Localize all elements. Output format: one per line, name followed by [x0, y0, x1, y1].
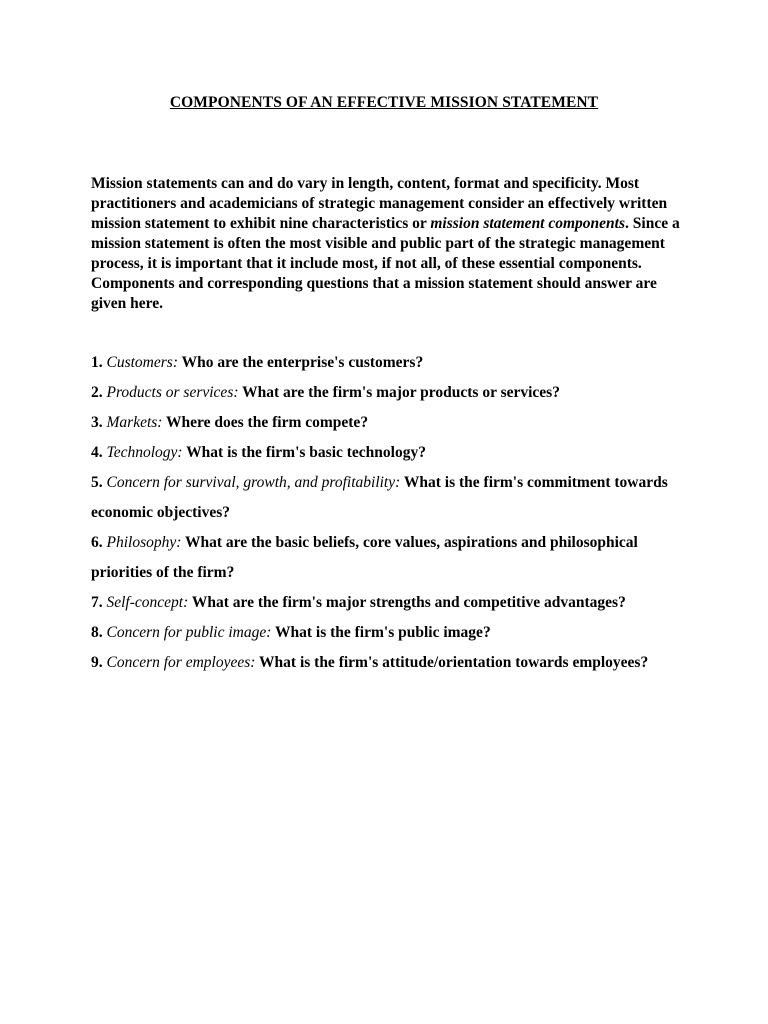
- component-item: [91, 618, 691, 648]
- component-item: [91, 468, 691, 528]
- component-question: What are the firm's major strengths and competitive advantages?: [188, 594, 626, 611]
- component-number: 3.: [91, 414, 107, 431]
- component-question: What are the basic beliefs, core values, aspirations and philosophical priorities of the firm?: [91, 534, 638, 581]
- component-number: 5.: [91, 474, 107, 491]
- component-term: Products or services:: [106, 384, 239, 401]
- intro-text-part1: Mission statements can and do vary in length, content, format and specificity. Most practitioners and academicians of strategic management consider an effectively written mission statement to exhibit nine characteristics or: [91, 175, 668, 232]
- component-term: Markets:: [106, 414, 163, 431]
- component-item: [91, 588, 691, 618]
- component-item: [91, 348, 691, 378]
- component-item: [91, 378, 691, 408]
- component-term: Concern for survival, growth, and profitability:: [106, 474, 401, 491]
- intro-text-part2: . Since a mission statement is often the most visible and public part of the strategic management process, it is important that it include most, if not all, of these essential components. Components and corresponding questions that a mission statement should answer are given here.: [91, 215, 680, 312]
- component-item: [91, 648, 691, 678]
- component-item: [91, 408, 691, 438]
- component-question: What is the firm's basic technology?: [182, 444, 426, 461]
- component-number: 8.: [91, 624, 107, 641]
- component-question: Where does the firm compete?: [162, 414, 369, 431]
- intro-paragraph: [91, 174, 691, 314]
- component-number: 2.: [91, 384, 107, 401]
- component-number: 6.: [91, 534, 107, 551]
- component-item: [91, 438, 691, 468]
- component-number: 1.: [91, 354, 107, 371]
- component-question: What is the firm's attitude/orientation towards employees?: [255, 654, 649, 671]
- component-number: 4.: [91, 444, 107, 461]
- component-term: Concern for employees:: [106, 654, 256, 671]
- document-title: COMPONENTS OF AN EFFECTIVE MISSION STATEMENT: [169, 94, 599, 111]
- component-question: What is the firm's commitment towards economic objectives?: [91, 474, 668, 521]
- component-term: Technology:: [106, 444, 183, 461]
- component-term: Concern for public image:: [106, 624, 272, 641]
- components-list: [91, 348, 691, 678]
- component-question: Who are the enterprise's customers?: [177, 354, 424, 371]
- component-question: What are the firm's major products or services?: [238, 384, 560, 401]
- component-term: Philosophy:: [106, 534, 182, 551]
- component-term: Self-concept:: [106, 594, 189, 611]
- component-number: 7.: [91, 594, 107, 611]
- intro-emphasis: mission statement components: [430, 215, 626, 232]
- component-question: What is the firm's public image?: [271, 624, 491, 641]
- component-term: Customers:: [106, 354, 178, 371]
- component-number: 9.: [91, 654, 107, 671]
- component-item: [91, 528, 691, 588]
